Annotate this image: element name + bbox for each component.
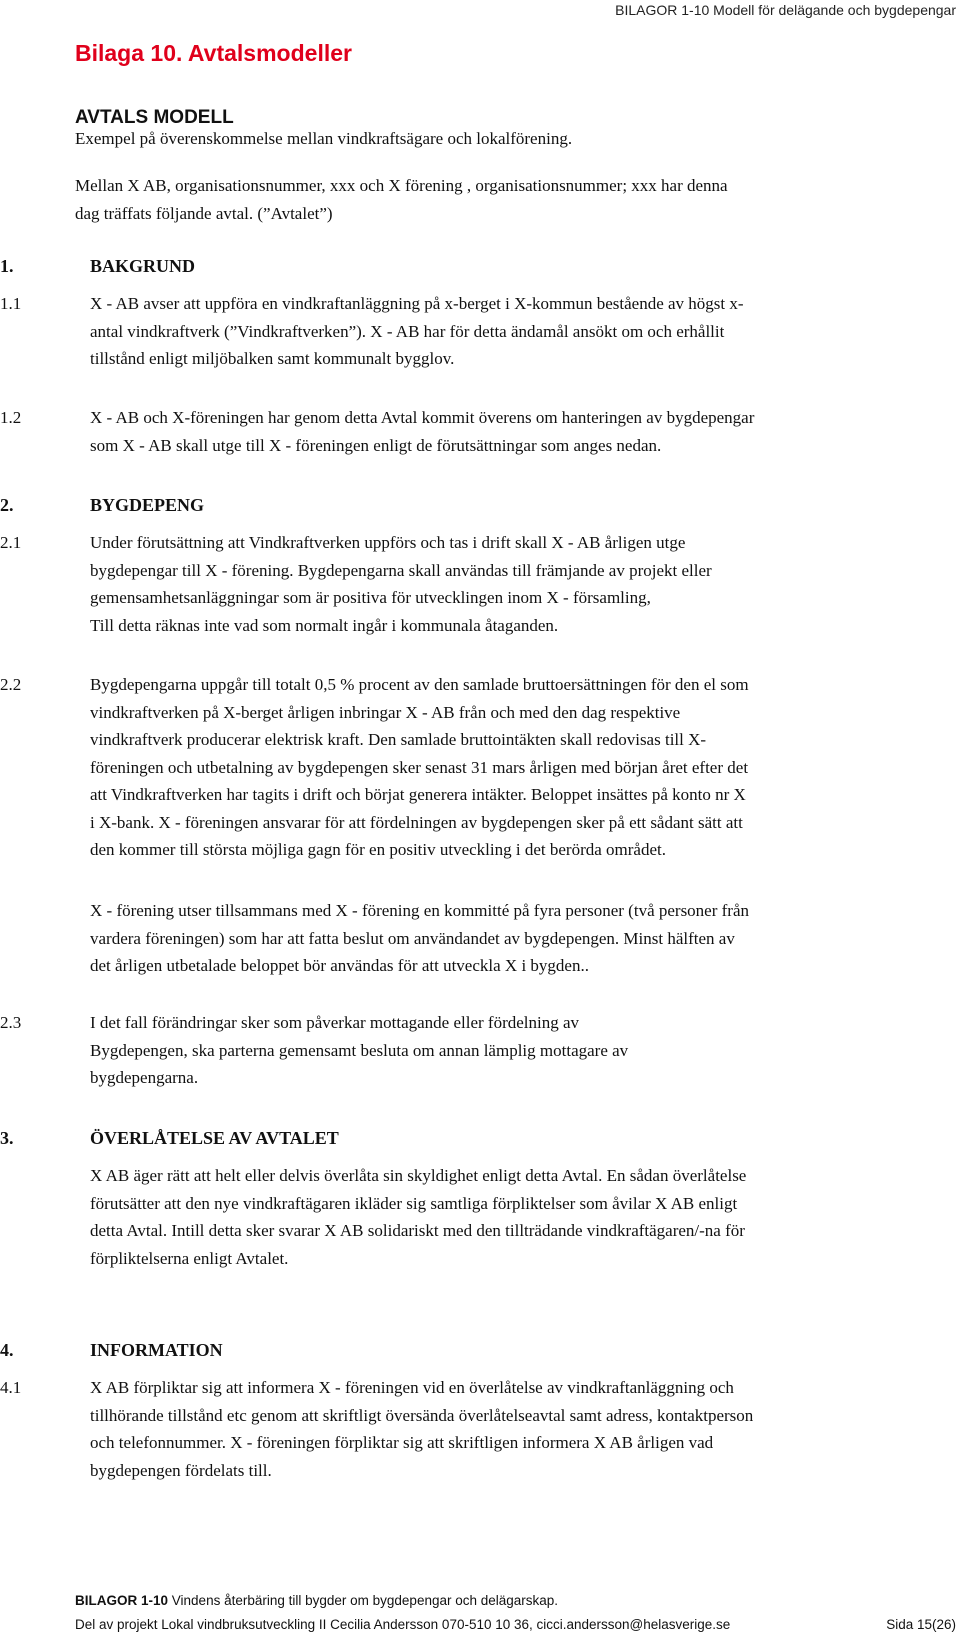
clause-number: 1.2 <box>0 408 22 427</box>
section-heading: ÖVERLÅTELSE AV AVTALET <box>90 1128 339 1148</box>
text-line: Under förutsättning att Vindkraftverken uppförs och tas i drift skall X - AB årligen utge <box>90 533 686 552</box>
clause-number: 1.1 <box>0 294 22 313</box>
text-line: den kommer till största möjliga gagn för en positiv utveckling i det berörda området. <box>90 840 666 859</box>
text-line: i X-bank. X - föreningen ansvarar för att fördelningen av bygdepengen sker på ett sådant sätt att <box>90 812 743 832</box>
document-title: Bilaga 10. Avtalsmodeller <box>75 40 352 66</box>
text-line: som X - AB skall utge till X - föreningen enligt de förutsättningar som anges nedan. <box>90 435 662 455</box>
text-line: vindkraftverk producerar elektrisk kraft. Den samlade bruttointäkten skall redovisas till X- <box>90 730 707 749</box>
clause-2-2 <box>90 671 930 864</box>
text-line: detta Avtal. Intill detta sker svarar X AB solidariskt med den tillträdande vindkraftägaren/-na för <box>90 1221 745 1240</box>
text-line: Bygdepengarna uppgår till totalt 0,5 % procent av den samlade bruttoersättningen för den el som <box>90 675 749 694</box>
section-heading: INFORMATION <box>90 1340 223 1360</box>
clause-number: 2.3 <box>0 1013 22 1032</box>
text-line: X - AB avser att uppföra en vindkraftanläggning på x-berget i X-kommun bestående av högst x- <box>90 294 744 313</box>
intro-line: Exempel på överenskommelse mellan vindkraftsägare och lokalförening. <box>75 129 573 148</box>
section-number: 2. <box>0 495 14 515</box>
section-number: 3. <box>0 1128 14 1148</box>
clause-number: 2.2 <box>0 675 22 694</box>
clause-4-1 <box>90 1374 930 1484</box>
text-line: X - förening utser tillsammans med X - förening en kommitté på fyra personer (två personer från <box>90 901 750 920</box>
footer-text: Vindens återbäring till bygder om bygdepengar och delägarskap. <box>168 1593 559 1608</box>
section-heading: BYGDEPENG <box>90 495 205 515</box>
clause-number: 4.1 <box>0 1378 22 1397</box>
text-line: X - AB och X-föreningen har genom detta Avtal kommit överens om hanteringen av bygdepengar <box>90 408 755 427</box>
text-line: gemensamhetsanläggningar som är positiva för utvecklingen inom X - församling, <box>90 588 651 607</box>
clause-2-3 <box>90 1009 930 1092</box>
footer-line-1 <box>75 1593 558 1608</box>
clause-2-2-paragraph <box>90 897 930 980</box>
clause-3-paragraph <box>90 1162 930 1272</box>
text-line: tillstånd enligt miljöbalken samt kommunalt bygglov. <box>90 349 455 368</box>
text-line: X AB förpliktar sig att informera X - föreningen vid en överlåtelse av vindkraftanläggning och <box>90 1378 734 1397</box>
text-line: det årligen utbetalade beloppet bör användas för att utveckla X i bygden.. <box>90 956 589 975</box>
text-line: bygdepengar till X - förening. Bygdepengarna skall användas till främjande av projekt eller <box>90 560 712 580</box>
running-header: BILAGOR 1-10 Modell för delägande och bygdepengar <box>615 2 956 18</box>
clause-1-2 <box>90 404 930 459</box>
clause-number: 2.1 <box>0 533 22 552</box>
text-line: I det fall förändringar sker som påverkar mottagande eller fördelning av <box>90 1013 580 1032</box>
footer-label: BILAGOR 1-10 <box>75 1593 169 1608</box>
text-line: Bygdepengen, ska parterna gemensamt besluta om annan lämplig mottagare av <box>90 1040 629 1060</box>
section-number: 4. <box>0 1340 14 1360</box>
text-line: Till detta räknas inte vad som normalt ingår i kommunala åtaganden. <box>90 615 559 635</box>
page-number: Sida 15(26) <box>886 1617 956 1632</box>
text-line: föreningen och utbetalning av bygdepengen sker senast 31 mars årligen med början året efter det <box>90 757 749 777</box>
text-line: att Vindkraftverken har tagits i drift och börjat generera intäkter. Beloppet insättes på konto nr X <box>90 785 746 804</box>
text-line: tillhörande tillstånd etc genom att skriftligt översända överlåtelseavtal samt adress, kontaktperson <box>90 1405 754 1425</box>
text-line: och telefonnummer. X - föreningen förpliktar sig att skriftligen informera X AB årligen vad <box>90 1433 714 1452</box>
text-line: antal vindkraftverk (”Vindkraftverken”). X - AB har för detta ändamål ansökt om och erhållit <box>90 321 725 341</box>
section-heading: BAKGRUND <box>90 256 196 276</box>
model-title: AVTALS MODELL <box>75 107 234 128</box>
text-line: bygdepengarna. <box>90 1068 199 1087</box>
text-line: bygdepengen fördelats till. <box>90 1460 272 1480</box>
text-line: vardera föreningen) som har att fatta beslut om användandet av bygdepengen. Minst hälften av <box>90 928 735 948</box>
text-line: X AB äger rätt att helt eller delvis överlåta sin skyldighet enligt detta Avtal. En sådan överlåtelse <box>90 1166 747 1185</box>
footer-line-2: Del av projekt Lokal vindbruksutveckling II Cecilia Andersson 070-510 10 36, cicci.andersson@helasverige.se <box>75 1617 731 1632</box>
text-line: dag träffats följande avtal. (”Avtalet”) <box>75 203 333 223</box>
section-number: 1. <box>0 256 14 276</box>
text-line: vindkraftverken på X-berget årligen inbringar X - AB från och med den dag respektive <box>90 702 681 722</box>
parties-paragraph <box>75 172 915 227</box>
text-line: Mellan X AB, organisationsnummer, xxx och X förening , organisationsnummer; xxx har denna <box>75 176 728 195</box>
clause-1-1 <box>90 290 930 373</box>
text-line: förutsätter att den nye vindkraftägaren ikläder sig samtliga förpliktelser som åvilar X AB enligt <box>90 1193 738 1213</box>
text-line: förpliktelserna enligt Avtalet. <box>90 1248 289 1268</box>
clause-2-1 <box>90 529 930 639</box>
